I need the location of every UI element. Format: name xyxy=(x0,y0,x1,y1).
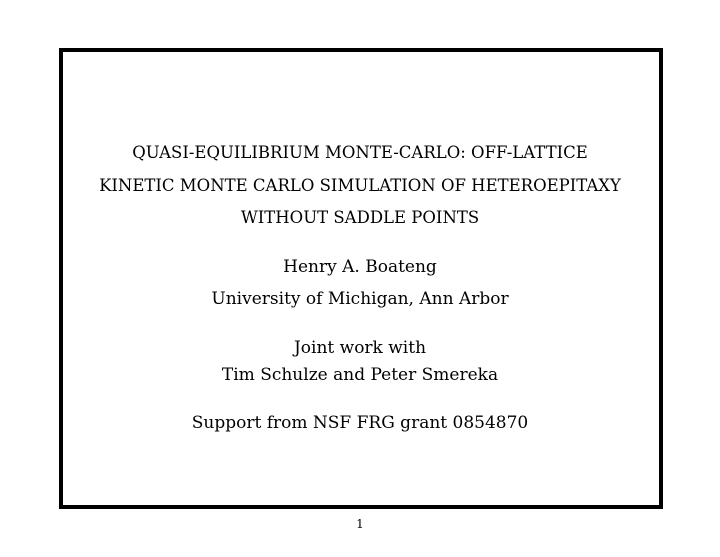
collaborators: Tim Schulze and Peter Smereka xyxy=(221,365,499,385)
joint-work-label: Joint work with xyxy=(293,338,427,358)
slide-frame xyxy=(59,48,663,509)
author-affiliation: University of Michigan, Ann Arbor xyxy=(211,289,509,309)
funding-support: Support from NSF FRG grant 0854870 xyxy=(191,413,529,433)
page-number: 1 xyxy=(356,517,364,531)
title-line-1: QUASI-EQUILIBRIUM MONTE-CARLO: OFF-LATTICE xyxy=(132,143,588,162)
author-name: Henry A. Boateng xyxy=(283,257,437,277)
title-line-3: WITHOUT SADDLE POINTS xyxy=(240,208,480,227)
title-line-2: KINETIC MONTE CARLO SIMULATION OF HETEROEPITAXY xyxy=(99,176,621,195)
